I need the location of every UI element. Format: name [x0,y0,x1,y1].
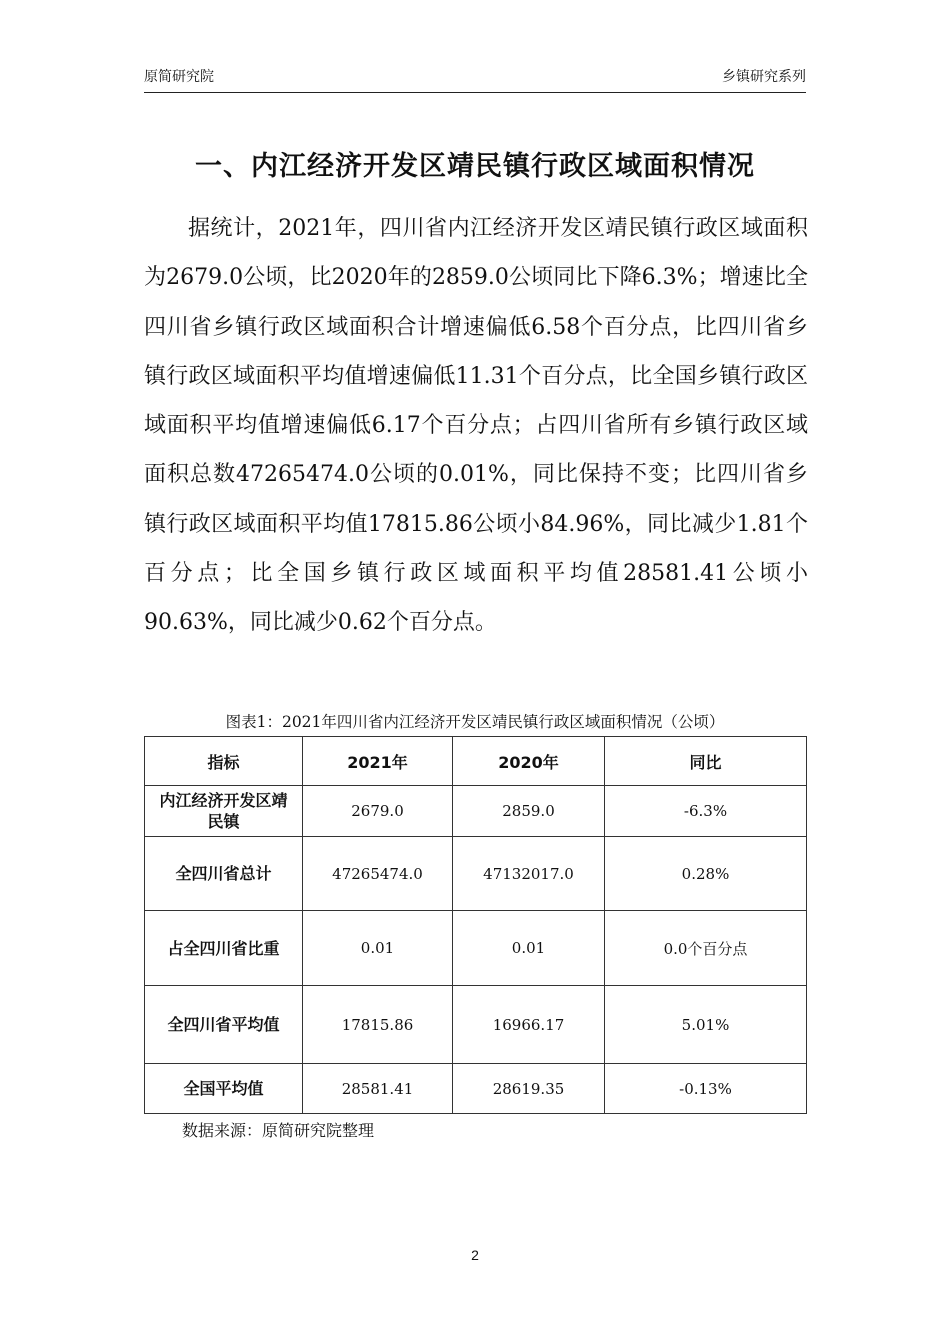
cell-yoy: 0.0个百分点 [605,911,807,986]
cell-2021: 2679.0 [303,786,453,837]
cell-2021: 28581.41 [303,1064,453,1114]
section-title: 一、内江经济开发区靖民镇行政区域面积情况 [195,151,755,182]
body-paragraph: 据统计，2021年，四川省内江经济开发区靖民镇行政区域面积为2679.0公顷，比2020年的2859.0公顷同比下降6.3%；增速比全四川省乡镇行政区域面积合计增速偏低6.58个百分点，比四川省乡镇行政区域面积平均值增速偏低11.31个百分点，比全国乡镇行政区域面积平均值增速偏低6.17个百分点；占四川省所有乡镇行政区域面积总数47265474.0公顷的0.01%，同比保持不变；比四川省乡镇行政区域面积平均值17815.86公顷小84.96%，同比减少1.81个百分点；比全国乡镇行政区域面积平均值28581.41公顷小90.63%，同比减少0.62个百分点。 [144,216,808,636]
cell-2021: 0.01 [303,911,453,986]
cell-2020: 28619.35 [453,1064,605,1114]
row-label: 全四川省总计 [145,837,303,911]
table-row [145,911,807,986]
table-row [145,837,807,911]
cell-yoy: 0.28% [605,837,807,911]
table-row [145,1064,807,1114]
cell-2020: 0.01 [453,911,605,986]
table-row [145,786,807,837]
header-indicator: 指标 [145,737,303,786]
header-2020: 2020年 [453,737,605,786]
row-label: 内江经济开发区靖民镇 [145,786,303,837]
cell-yoy: -0.13% [605,1064,807,1114]
cell-2020: 2859.0 [453,786,605,837]
table-row [145,986,807,1064]
area-table [144,736,807,1114]
header-yoy: 同比 [605,737,807,786]
cell-yoy: -6.3% [605,786,807,837]
header-series-name: 乡镇研究系列 [722,68,806,84]
cell-2020: 16966.17 [453,986,605,1064]
table-caption: 图表1：2021年四川省内江经济开发区靖民镇行政区域面积情况（公顷） [225,713,725,731]
cell-2021: 17815.86 [303,986,453,1064]
page-header [144,66,806,93]
row-label: 占全四川省比重 [145,911,303,986]
header-2021: 2021年 [303,737,453,786]
table-header-row [145,737,807,786]
cell-yoy: 5.01% [605,986,807,1064]
row-label: 全国平均值 [145,1064,303,1114]
data-source-note: 数据来源：原简研究院整理 [182,1121,375,1140]
cell-2020: 47132017.0 [453,837,605,911]
row-label: 全四川省平均值 [145,986,303,1064]
page-number: 2 [471,1247,479,1263]
header-org-name: 原简研究院 [144,68,214,84]
cell-2021: 47265474.0 [303,837,453,911]
